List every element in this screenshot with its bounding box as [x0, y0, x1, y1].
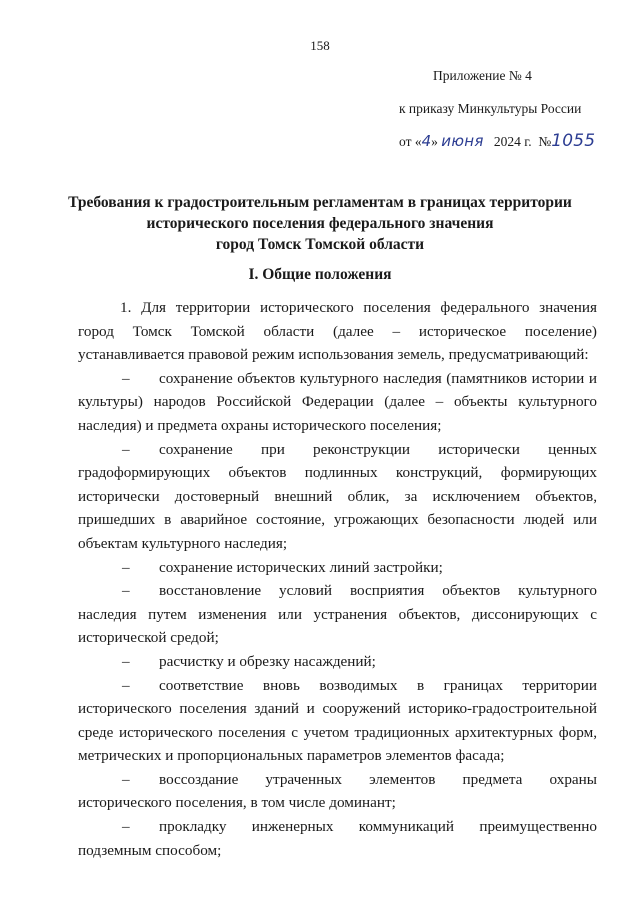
handwritten-month: июня — [441, 132, 484, 150]
dash-bullet: – — [122, 818, 130, 836]
title-line: исторического поселения федерального значения — [146, 215, 494, 232]
page-number: 158 — [310, 38, 330, 53]
list-item-text: соответствие вновь возводимых в границах территории исторического поселения зданий и сооружений историко-градостроительной среде исторического поселения с учетом традиционных архитектурных форм, метрических и пропорциональных параметров элементов фасада; — [78, 676, 597, 765]
list-item — [78, 815, 597, 862]
dash-bullet: – — [122, 676, 130, 694]
date-mid: » — [431, 134, 438, 149]
document-title — [60, 192, 580, 255]
list-item — [78, 650, 597, 674]
dash-bullet: – — [122, 582, 130, 600]
intro-paragraph: 1. Для территории исторического поселения федерального значения город Томск Томской области (далее – историческое поселение) устанавливается правовой режим использования земель, предусматривающий: — [78, 299, 597, 364]
document-body — [78, 296, 597, 862]
list-item — [78, 438, 597, 556]
list-item-text: прокладку инженерных коммуникаций преимущественно подземным способом; — [78, 818, 597, 859]
list-item — [78, 556, 597, 580]
dash-bullet: – — [122, 440, 130, 458]
list-item-text: восстановление условий восприятия объектов культурного наследия путем изменения или устранения объектов, диссонирующих с исторической средой; — [78, 582, 597, 647]
list-item-text: расчистку и обрезку насаждений; — [159, 652, 376, 670]
title-line: Требования к градостроительным регламентам в границах территории — [68, 194, 572, 211]
annex-date-line — [399, 131, 595, 151]
list-item-text: сохранение исторических линий застройки; — [159, 558, 443, 576]
handwritten-day: 4 — [421, 132, 432, 150]
list-item-text: сохранение объектов культурного наследия (памятников истории и культуры) народов Российской Федерации (далее – объекты культурного наследия) и предмета охраны исторического поселения; — [78, 369, 597, 434]
list-item-text: сохранение при реконструкции исторически ценных градоформирующих объектов подлинных конструкций, формирующих исторически достоверный внешний облик, за исключением объектов, пришедших в аварийное состояние, угрожающих безопасности людей или объектам культурного наследия; — [78, 440, 597, 552]
dash-bullet: – — [122, 770, 130, 788]
date-prefix: от « — [399, 134, 422, 149]
section-heading: I. Общие положения — [248, 266, 392, 283]
list-item-text: воссоздание утраченных элементов предмета охраны исторического поселения, в том числе доминант; — [78, 770, 597, 812]
dash-bullet: – — [122, 369, 130, 387]
title-line: город Томск Томской области — [215, 236, 425, 253]
list-item — [78, 579, 597, 650]
date-year: 2024 г. — [493, 134, 532, 149]
list-item — [78, 768, 597, 815]
number-sign: № — [538, 134, 552, 149]
dash-bullet: – — [122, 558, 130, 576]
dash-bullet: – — [122, 652, 130, 670]
annex-title: Приложение № 4 — [433, 68, 532, 83]
handwritten-order-number: 1055 — [551, 131, 596, 151]
list-item — [78, 674, 597, 768]
annex-order-reference: к приказу Минкультуры России — [399, 101, 582, 116]
list-item — [78, 367, 597, 438]
